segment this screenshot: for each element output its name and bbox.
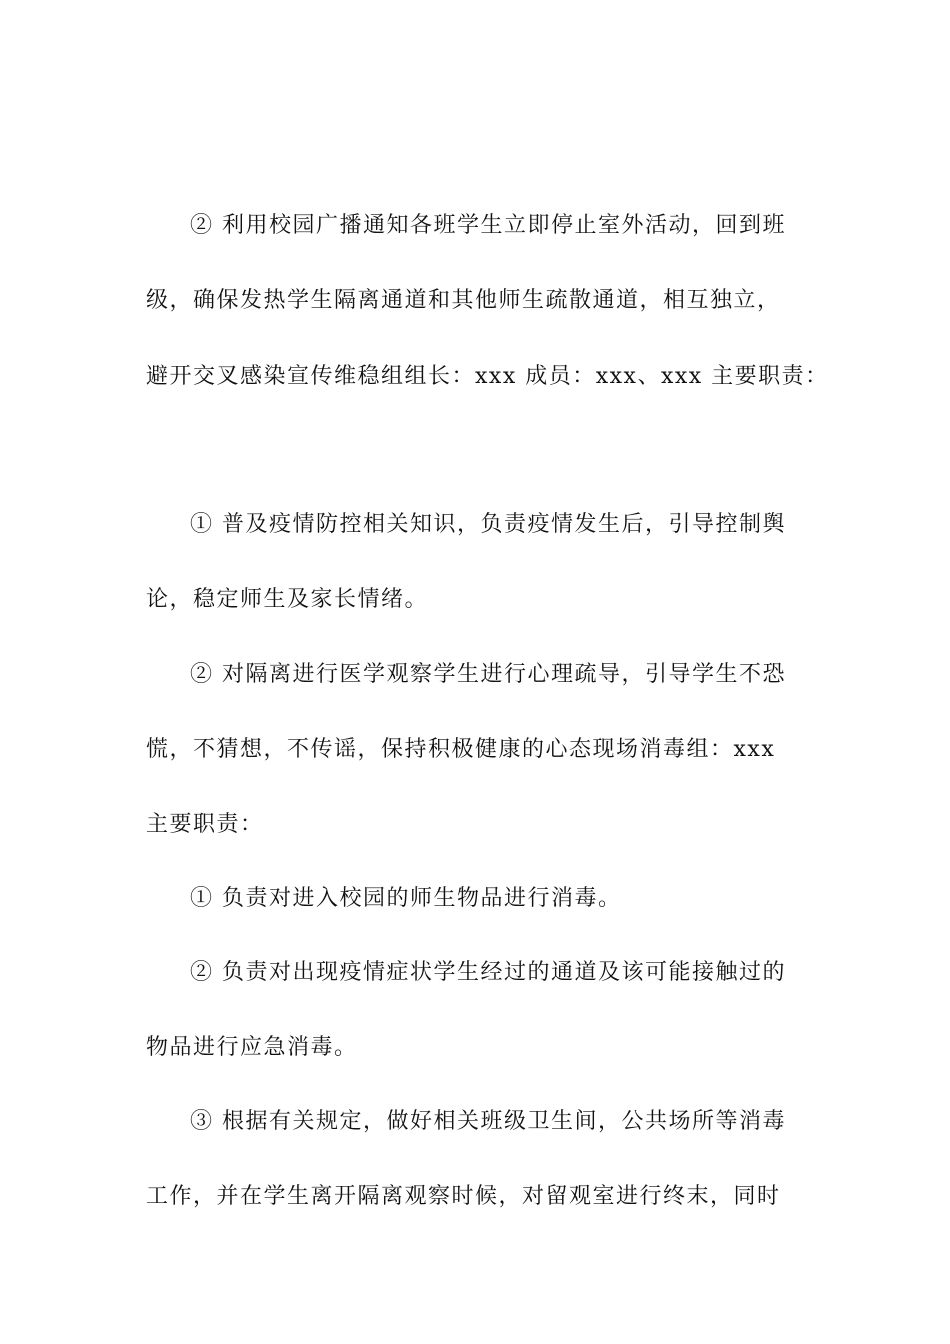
- text-line: ③ 根据有关规定，做好相关班级卫生间，公共场所等消毒: [190, 1109, 786, 1134]
- text-line: 慌，不猜想，不传谣，保持积极健康的心态现场消毒组：xxx: [146, 737, 776, 762]
- text-line: ① 普及疫情防控相关知识，负责疫情发生后，引导控制舆: [190, 512, 786, 537]
- text-line: ② 负责对出现疫情症状学生经过的通道及该可能接触过的: [190, 960, 786, 985]
- text-line: ① 负责对进入校园的师生物品进行消毒。: [190, 886, 622, 911]
- text-line: 工作，并在学生离开隔离观察时候，对留观室进行终末，同时: [146, 1184, 781, 1209]
- text-line: 避开交叉感染宣传维稳组组长：xxx 成员：xxx、xxx 主要职责：: [146, 364, 829, 389]
- text-line: 论，稳定师生及家长情绪。: [146, 587, 429, 612]
- text-line: ② 利用校园广播通知各班学生立即停止室外活动，回到班: [190, 213, 786, 238]
- text-line: 主要职责：: [146, 812, 264, 837]
- text-line: 级，确保发热学生隔离通道和其他师生疏散通道，相互独立，: [146, 288, 781, 313]
- text-line: 物品进行应急消毒。: [146, 1035, 358, 1060]
- text-line: ② 对隔离进行医学观察学生进行心理疏导，引导学生不恐: [190, 662, 786, 687]
